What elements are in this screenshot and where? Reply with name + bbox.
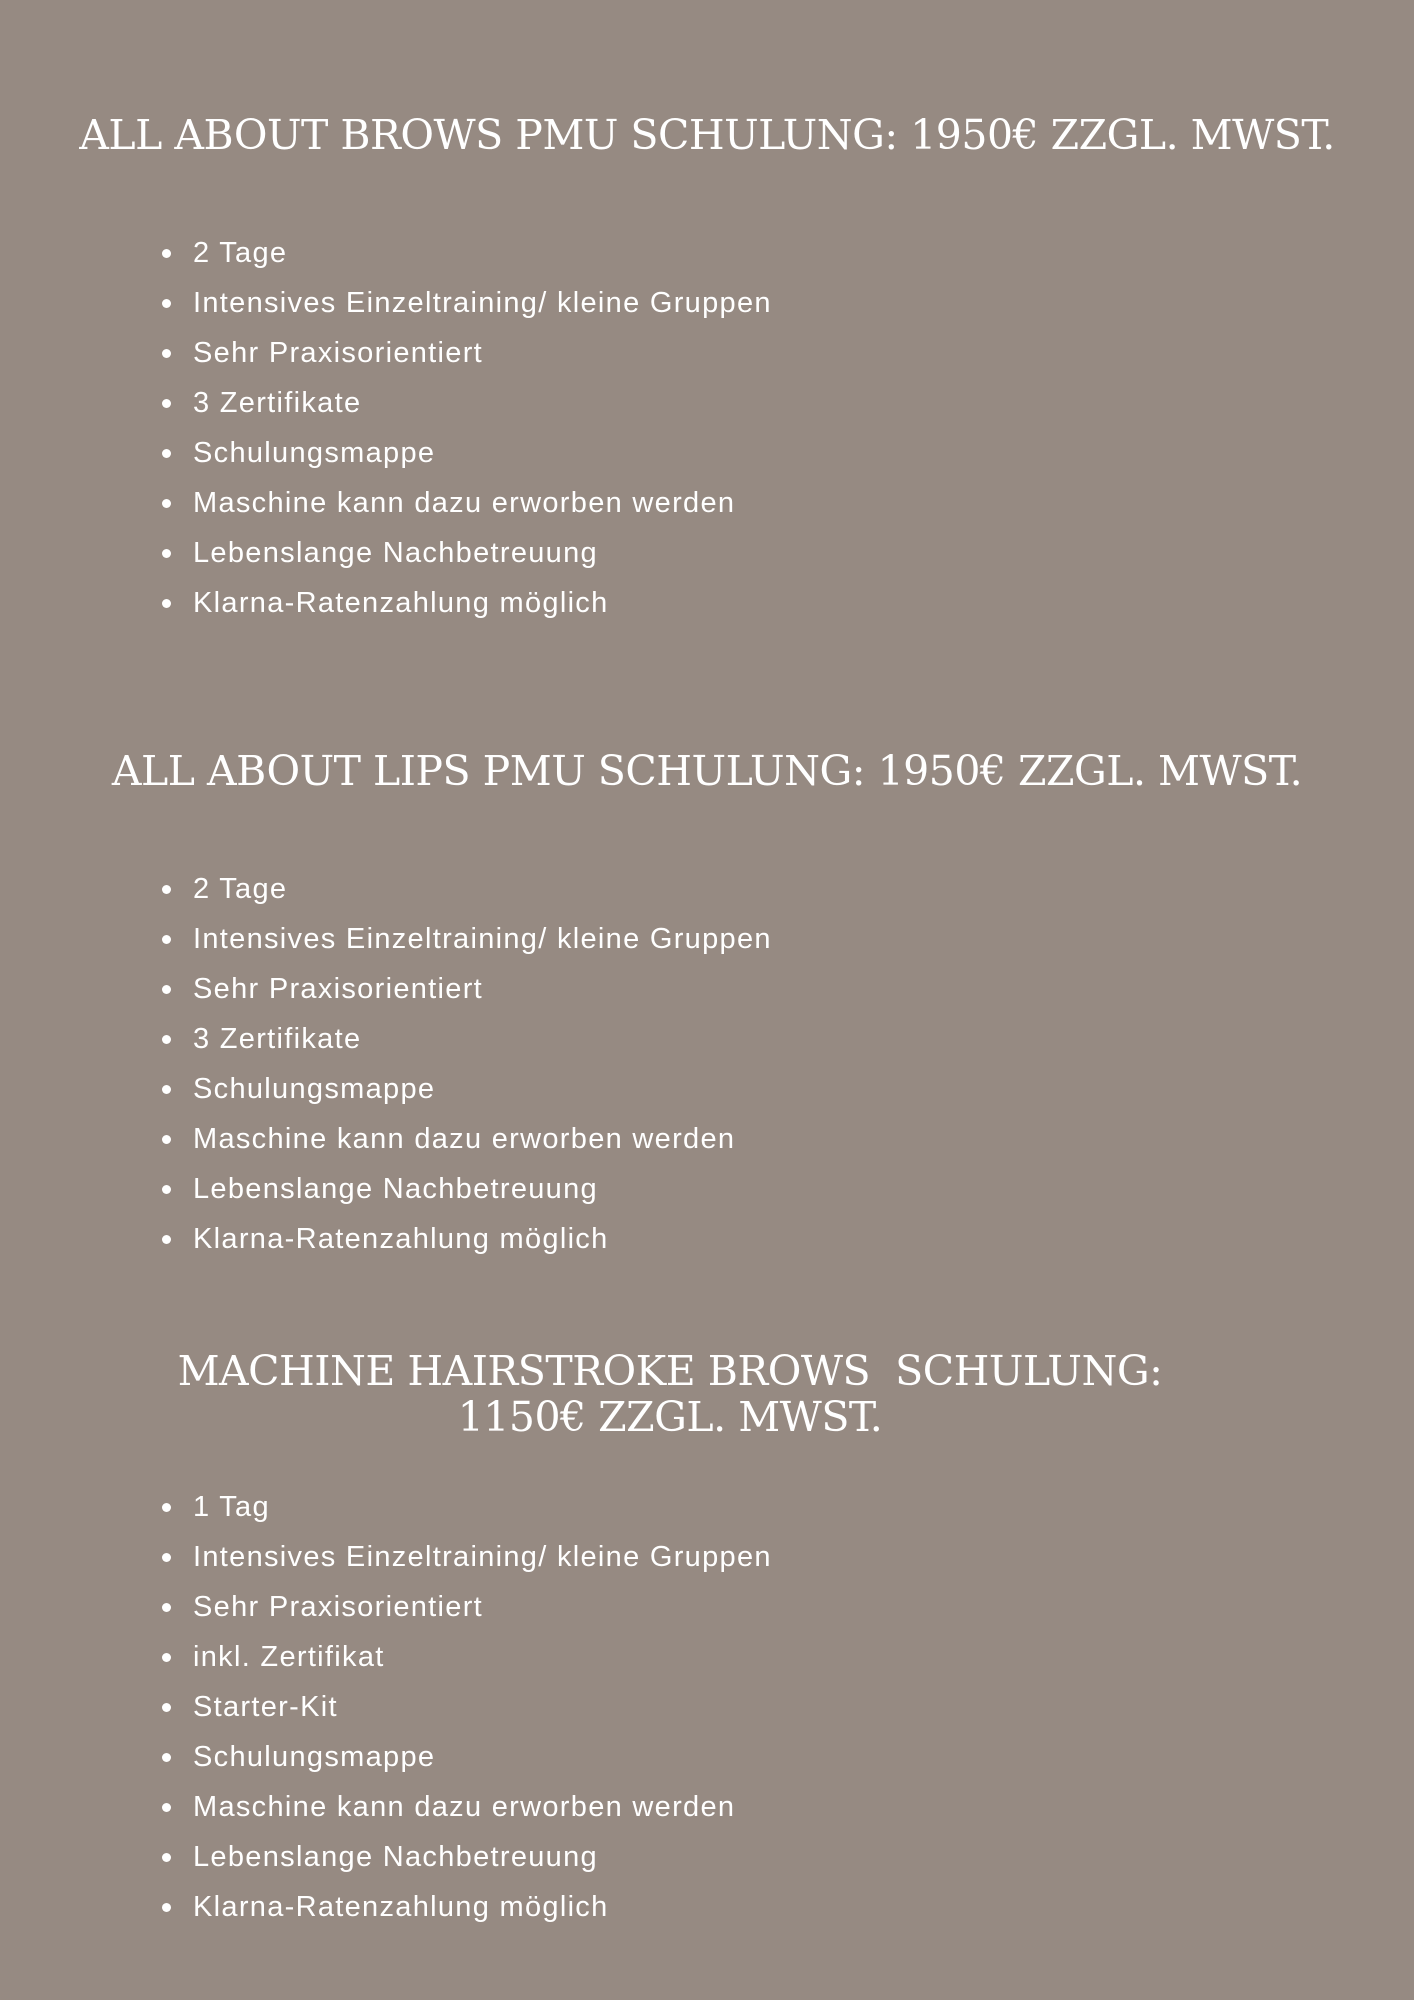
list-item: [0, 914, 1000, 964]
bullet-icon: [162, 399, 171, 408]
list-item-text: Lebenslange Nachbetreuung: [193, 1841, 598, 1873]
bullet-icon: [162, 1903, 171, 1912]
list-item-text: Sehr Praxisorientiert: [193, 973, 484, 1005]
bullet-icon: [162, 449, 171, 458]
list-item-text: Maschine kann dazu erworben werden: [193, 1123, 736, 1155]
bullet-icon: [162, 249, 171, 258]
bullet-icon: [162, 1085, 171, 1094]
list-item-text: Maschine kann dazu erworben werden: [193, 487, 736, 519]
list-item: [0, 428, 1000, 478]
list-item-text: Lebenslange Nachbetreuung: [193, 537, 598, 569]
list-item: [0, 1482, 1000, 1532]
list-item-text: Sehr Praxisorientiert: [193, 337, 484, 369]
list-item: [0, 1014, 1000, 1064]
course-heading: [0, 1348, 1340, 1440]
list-item: [0, 1582, 1000, 1632]
list-item-text: 2 Tage: [193, 873, 288, 905]
bullet-icon: [162, 1753, 171, 1762]
list-item-text: Starter-Kit: [193, 1691, 338, 1723]
course-heading-line: MACHINE HAIRSTROKE BROWS SCHULUNG:: [177, 1347, 1163, 1395]
bullet-icon: [162, 1185, 171, 1194]
course-heading: ALL ABOUT LIPS PMU SCHULUNG: 1950€ ZZGL. MWST.: [111, 747, 1303, 795]
list-item: [0, 1114, 1000, 1164]
bullet-icon: [162, 1653, 171, 1662]
list-item: [0, 1164, 1000, 1214]
list-item-text: 3 Zertifikate: [193, 1023, 362, 1055]
list-item: [0, 1682, 1000, 1732]
bullet-icon: [162, 985, 171, 994]
list-item: [0, 228, 1000, 278]
list-item: [0, 1632, 1000, 1682]
list-item: [0, 528, 1000, 578]
bullet-icon: [162, 885, 171, 894]
list-item-text: Klarna-Ratenzahlung möglich: [193, 587, 609, 619]
list-item: [0, 378, 1000, 428]
feature-list: [0, 1482, 1000, 1932]
list-item: [0, 478, 1000, 528]
bullet-icon: [162, 549, 171, 558]
bullet-icon: [162, 1503, 171, 1512]
bullet-icon: [162, 349, 171, 358]
bullet-icon: [162, 499, 171, 508]
list-item: [0, 1214, 1000, 1264]
list-item: [0, 278, 1000, 328]
list-item: [0, 1064, 1000, 1114]
list-item-text: Intensives Einzeltraining/ kleine Gruppen: [193, 1541, 772, 1573]
bullet-icon: [162, 1603, 171, 1612]
course-heading: ALL ABOUT BROWS PMU SCHULUNG: 1950€ ZZGL. MWST.: [79, 111, 1335, 159]
bullet-icon: [162, 1553, 171, 1562]
list-item-text: Schulungsmappe: [193, 437, 436, 469]
bullet-icon: [162, 1853, 171, 1862]
list-item-text: Klarna-Ratenzahlung möglich: [193, 1223, 609, 1255]
feature-list: [0, 228, 1000, 628]
bullet-icon: [162, 1235, 171, 1244]
bullet-icon: [162, 1803, 171, 1812]
list-item-text: Schulungsmappe: [193, 1741, 436, 1773]
list-item-text: Intensives Einzeltraining/ kleine Gruppen: [193, 923, 772, 955]
bullet-icon: [162, 935, 171, 944]
list-item-text: Lebenslange Nachbetreuung: [193, 1173, 598, 1205]
list-item: [0, 1732, 1000, 1782]
list-item: [0, 964, 1000, 1014]
list-item-text: 1 Tag: [193, 1491, 270, 1523]
list-item-text: 2 Tage: [193, 237, 288, 269]
bullet-icon: [162, 1135, 171, 1144]
bullet-icon: [162, 1035, 171, 1044]
list-item-text: Maschine kann dazu erworben werden: [193, 1791, 736, 1823]
list-item-text: Klarna-Ratenzahlung möglich: [193, 1891, 609, 1923]
list-item-text: Schulungsmappe: [193, 1073, 436, 1105]
bullet-icon: [162, 599, 171, 608]
list-item: [0, 1782, 1000, 1832]
list-item: [0, 1832, 1000, 1882]
list-item-text: Sehr Praxisorientiert: [193, 1591, 484, 1623]
list-item: [0, 578, 1000, 628]
bullet-icon: [162, 1703, 171, 1712]
list-item: [0, 328, 1000, 378]
list-item: [0, 1532, 1000, 1582]
list-item-text: 3 Zertifikate: [193, 387, 362, 419]
list-item-text: inkl. Zertifikat: [193, 1641, 385, 1673]
bullet-icon: [162, 299, 171, 308]
list-item: [0, 864, 1000, 914]
feature-list: [0, 864, 1000, 1264]
list-item-text: Intensives Einzeltraining/ kleine Gruppen: [193, 287, 772, 319]
list-item: [0, 1882, 1000, 1932]
course-heading-line: 1150€ ZZGL. MWST.: [457, 1393, 883, 1441]
